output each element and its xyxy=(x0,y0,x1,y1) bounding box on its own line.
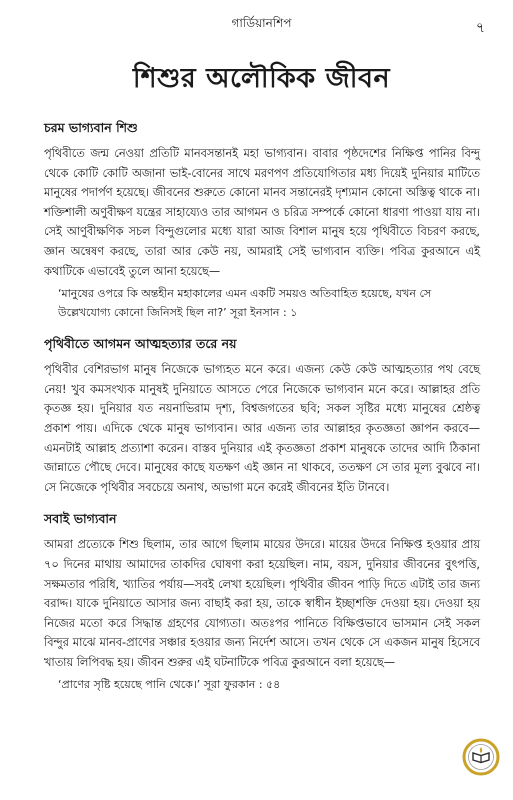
section-heading: পৃথিবীতে আগমন আত্মহত্যার তরে নয় xyxy=(44,336,237,352)
page-number: ৭ xyxy=(475,20,485,36)
page-body xyxy=(44,120,480,694)
section-paragraph: আমরা প্রত্যেকে শিশু ছিলাম, তার আগে ছিলাম মায়ের উদরে। মায়ের উদরে নিক্ষিপ্ত হওয়ার প্রায় ৭০ দিনের মাথায় আমাদের তাকদির ঘোষণা করা হয়েছিল। নাম, বয়স, দুনিয়ার জীবনের বুৎপত্তি, সক্ষমতার পরিধি, খ্যাতির পর্যায়—সবই লেখা হয়েছিল। পৃথিবীর জীবন পাড়ি দিতে এটাই তার জন্য বরাদ্দ। যাকে দুনিয়াতে আসার জন্য বাছাই করা হয়, তাকে স্বাধীন ইচ্ছাশক্তি দেওয়া হয়। দেওয়া হয় নিজের মতো করে সিদ্ধান্ত গ্রহণের যোগ্যতা। অতঃপর পানিতে বিক্ষিপ্তভাবে ভাসমান সেই সকল বিন্দুর মাঝে মানব-প্রাণের সঞ্চার হওয়ার জন্য নির্দেশ আসে। তখন থেকে সে একজন মানুষ হিসেবে খাতায় লিপিবদ্ধ হয়। জীবন শুরুর এই ঘটনাটিকে পবিত্র কুরআনে বলা হয়েছে— xyxy=(44,538,480,669)
quran-quote: ‘প্রাণের সৃষ্টি হয়েছে পানি থেকে।’ সূরা ফুরকান : ৫৪ xyxy=(58,678,281,692)
chapter-title: শিশুর অলৌকিক জীবন xyxy=(132,63,391,94)
running-header-title: গার্ডিয়ানশিপ xyxy=(231,16,292,30)
quran-quote: ‘মানুষের ওপরে কি অন্তহীন মহাকালের এমন একটি সময়ও অতিবাহিত হয়েছে, যখন সে উল্লেখযোগ্য কোনো জিনিসই ছিল না?’ সূরা ইনসান : ১ xyxy=(58,287,432,320)
section-heading: চরম ভাগ্যবান শিশু xyxy=(44,120,138,135)
section-3 xyxy=(44,511,480,694)
section-paragraph: পৃথিবীতে জন্ম নেওয়া প্রতিটি মানবসন্তানই মহা ভাগ্যবান। বাবার পৃষ্ঠদেশের নিক্ষিপ্ত পানির বিন্দু থেকে কোটি কোটি অজানা ভাই-বোনের সাথে মরণপণ প্রতিযোগিতার মধ্য দিয়েই দুনিয়ার মাটিতে মানুষের পদার্পণ হয়েছে। জীবনের শুরুতে কোনো মানব সন্তানেরই দৃশ্যমান কোনো অস্তিত্ব থাকে না। শক্তিশালী অণুবীক্ষণ যন্ত্রের সাহায্যেও তার আগমন ও চরিত্র সম্পর্কে কোনো ধারণা পাওয়া যায় না। সেই আণুবীক্ষণিক সচল বিন্দুগুলোর মধ্যে যারা আজ বিশাল মানুষ হয়ে পৃথিবীতে বিচরণ করছে, জ্ঞান অন্বেষণ করছে, তারা আর কেউ নয়, আমরাই সেই ভাগ্যবান ব্যক্তি। পবিত্র কুরআনে এই কথাটিকে এভাবেই তুলে আনা হয়েছে— xyxy=(44,147,480,278)
book-seal-icon xyxy=(462,738,500,776)
section-heading: সবাই ভাগ্যবান xyxy=(44,511,117,527)
running-header xyxy=(38,14,485,36)
section-2 xyxy=(44,336,480,497)
section-1 xyxy=(44,120,480,322)
section-paragraph: পৃথিবীর বেশিরভাগ মানুষ নিজেকে ভাগ্যহত মনে করে। এজন্য কেউ কেউ আত্মহত্যার পথ বেছে নেয়! খুব কমসংখ্যক মানুষই দুনিয়াতে আসতে পেরে নিজেকে ভাগ্যবান মনে করে। আল্লাহর প্রতি কৃতজ্ঞ হয়। দুনিয়ার যত নয়নাভিরাম দৃশ্য, বিশ্বজগতের ছবি; সকল সৃষ্টির মধ্যে মানুষের শ্রেষ্ঠত্ব প্রকাশ পায়। এদিকে থেকে মানুষ ভাগ্যবান। আর এজন্য তার আল্লাহর কৃতজ্ঞতা জ্ঞাপন করবে—এমনটাই আল্লাহ প্রত্যাশা করেন। বাস্তব দুনিয়ার এই কৃতজ্ঞতা প্রকাশ মানুষকে তাদের আদি ঠিকানা জান্নাতে পৌছে দেবে। মানুষের কাছে যতক্ষণ এই জ্ঞান না থাকবে, ততক্ষণ সে তার মূল্য বুঝবে না। সে নিজেকে পৃথিবীর সবচেয়ে অনাথ, অভাগা মনে করেই জীবনের ইতি টানবে। xyxy=(44,363,480,494)
